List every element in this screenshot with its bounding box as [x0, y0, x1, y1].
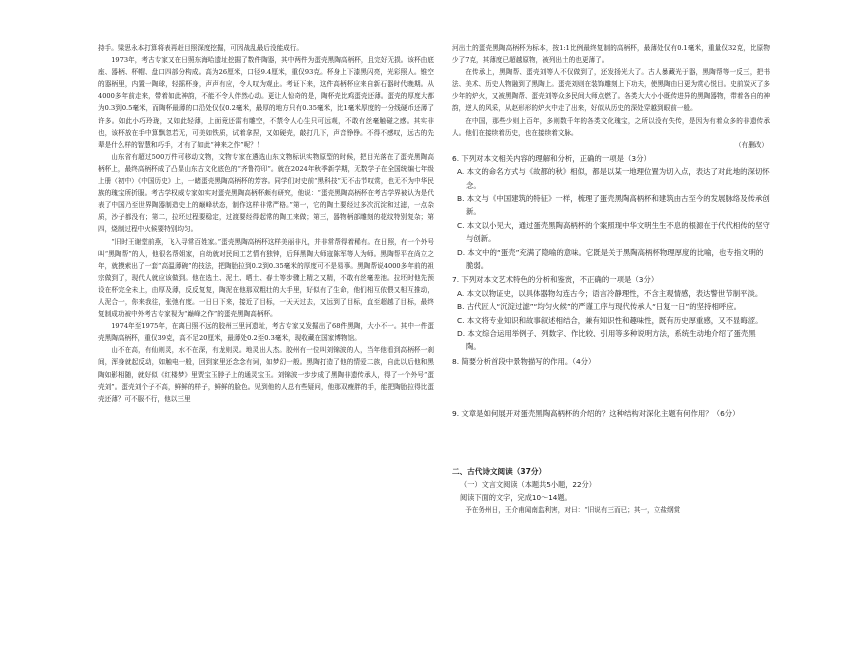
- passage-paragraph: 持手。梁思永本打算将表再赶目照深度挖掘，可因战乱最后没能成行。: [98, 44, 304, 52]
- source-note: （有删改）: [735, 140, 768, 149]
- answer-option: C. 本文将专业知识和故事叙述相结合，兼有知识性和趣味性，既有历史厚重感，又不显晦涩。: [457, 315, 763, 325]
- answer-option: B. 本文与《中国建筑的特征》一样，梳理了蛋壳黑陶高柄杯和建筑由古至今的发展脉络及传承创新。: [457, 193, 770, 217]
- answer-option: B. 古代匠人“沉淀过滤”“均匀火候”的严谨工序与现代传承人“日复一日”的坚持相呼应。: [457, 302, 742, 312]
- passage-paragraph: 河出土的蛋壳黑陶高柄杯为标本，按1:1比例最终复制的高柄杯，最薄处仅有0.1毫米，重量仅32克，比原物少了7克，其薄度已超越原物，被列出土的也更薄了。: [452, 44, 770, 65]
- section-title: 二、古代诗文阅读（37分）: [452, 466, 547, 476]
- question-stem: 6. 下列对本文相关内容的理解和分析，正确的一项是（3分）: [452, 153, 651, 163]
- right-column: [452, 42, 770, 516]
- classical-text-line: 予在务州日，王介甫闻南监利害，对曰：“旧说有三而已；其一，立盐纲赏: [465, 505, 681, 514]
- answer-option: D. 本文综合运用举例子、列数字、作比较、引用等多种说明方法，系统生动地介绍了蛋壳黑陶。: [457, 329, 756, 352]
- question-6: [452, 152, 770, 273]
- question-stem: 8. 简要分析首段中景物描写的作用。（4分）: [452, 356, 596, 366]
- answer-space: [452, 368, 770, 406]
- question-9: [452, 407, 770, 464]
- question-7: [452, 273, 770, 353]
- passage-paragraph: 在传承上，黑陶帮、蛋壳刘等人不仅做到了，还发扬光大了。古人暴藏光于器，黑陶帮等一反三，把书法、美术、历史人物融到了黑陶上。蛋壳刘则在装饰雕刻上下功夫，使黑陶由日更为赏心悦目。史前炭灭了多少年的炉火，又被黑陶帮、蛋壳刘等众多民间大师点燃了。各类大大小小既传进异的黑陶器物，带着各自的神韵，逆人的风采，从赵形形的炉火中走了出来，好似从历史的深处穿越到眼前一般。: [452, 68, 770, 113]
- answer-option: D. 本文中的“蛋壳”充满了隐喻的意味。它既是关于黑陶高柄杯物理厚度的比喻，也专指文明的脆弱。: [457, 247, 764, 270]
- passage-paragraph: 山东省有超过500万件可移动文物，文物专家在遴选山东文物标识实物原型的时候，把目光落在了蛋壳黑陶高柄杯上，最终高柄杯成了凸显山东古文化底色的“齐鲁符印”。就在2024年秋季新学期，无数学子在全国统编七年级上册（初中）《中国历史》上，一睹蛋壳黑陶高柄杯的芳容。同学们对史前“黑科技”无不击节叹赏，也无不为中华民族的瑰宝所折服。考古学权威专家如实对蛋壳黑陶高柄杯颇有研究，他说：“蛋壳黑陶高柄杯在考古学界被认为是代表了中国乃至世界陶器制造史上的巅峰状态，制作这样非常严格。”第一，它的陶土要经过多次沉淀和过滤，一点杂质，沙子都没有；第二，拉坯过程要稳定，过渡要经得起常的陶工来做；第三，器物柄部雕刻的花纹特别复杂；第四，烧制过程中火候要特别均匀。: [98, 152, 434, 234]
- question-stem: 7. 下列对本文艺术特色的分析和鉴赏，不正确的一项是（3分）: [452, 275, 659, 285]
- left-column: [98, 42, 434, 405]
- instruction: 阅读下面的文字，完成10～14题。: [460, 492, 572, 502]
- answer-space: [452, 421, 770, 465]
- question-8: [452, 355, 770, 406]
- question-stem: 9. 文章是如何展开对蛋壳黑陶高柄杯的介绍的？这种结构对深化主题有何作用？（6分）: [452, 409, 740, 419]
- answer-option: C. 本文以小见大，通过蛋壳黑陶高柄杯的个案照现中华文明生生不息的根源在于代代相传的坚守与创新。: [457, 220, 770, 244]
- subsection-title: （一）文言文阅读（本题共5小题，22分）: [460, 479, 596, 489]
- passage-paragraph: 在中国，那些少则上百年，多则数千年的各类文化瑰宝，之所以没有失传，是因为有着众多的非遗传承人。他们在接续着历史，也在接续着文脉。: [452, 116, 770, 137]
- passage-paragraph: 山不在高，有仙则灵，水不在深，有龙则灵。地灵出人杰。胶州有一位叫刘锦波的人，当年他看到高柄杯一刹间，浑身就起反动，如触电一般，回到家里还念念有词，如梦幻一般。黑陶打造了他的情爱二族，自此以后他和黑陶如影相随，就好似《红楼梦》里贾宝玉脖子上的通灵宝玉。刘锦波一步步成了黑陶非遗传承人，得了一个外号“蛋壳刘”。蛋壳刘个子不高，鲜鲜的样子，鲜鲜的脸色。见到他的人总有些疑问，他那双瘦胖的手，能把陶胎拉得比蛋壳还薄？可不服不行，他以三里: [98, 346, 434, 403]
- answer-option: A. 本文的命名方式与《故都的秋》相似，都是以某一地理位置为切入点，表达了对此地的深切怀念。: [457, 167, 770, 190]
- passage-paragraph: 1973年，考古专家又在日照东海哈遗址挖掘了数件陶器，其中两件为蛋壳黑陶高柄杯，且完好无损。该杯由底座、器柄、杯帽、盘口四部分构成。高为26厘米，口径9.4厘米，重仅93克。杯身上下漆黑闪亮，光彩照人。锥空的器柄里，内置一陶球，轻摇杯身，声声有应，令人叹为观止。考证下来，这件高柄杯应来自新石器时代晚期。从4000多年前走来，带着如此神韵，不能不令人伴然心动。更让人惊奇的是，陶杯壳比鸡蛋壳还薄。蛋壳的厚度大都为0.3到0.5毫米，而陶杯最薄的口沿处仅仅0.2毫米，最厚的地方只有0.35毫米，比1毫米厚度的一分线硬币还薄了许多。如此小巧玲珑，又如此轻薄，上面竟还雷有雕空，不禁令人心生只可远观，不敢有丝毫触碰之感。其实非也，该杯放在手中算飘忽若无，可美如铁质，试着拿捏，又如硬壳，敲打几下，声音铮铮。不得不感叹，远古的先辈是什么样的智慧和巧手，才有了如此“神来之作”呢？！: [98, 56, 434, 149]
- answer-option: A. 本文以物证史，以具体器物勾连古今；语言冷静理性，不含主观情感，表达警世节制平淡。: [457, 288, 763, 298]
- passage-paragraph: 1974年至1975年，在离日照不远的胶州三里河遗址，考古专家又发掘出了68件黑陶，大小不一。其中一件蛋壳黑陶高柄杯，重仅39克，高不足20厘米，最薄处0.2至0.3毫米，现收藏在国家博物馆。: [98, 322, 434, 343]
- passage-paragraph: “旧时王谢堂前燕，飞入寻常百姓家。”蛋壳黑陶高柄杯这样美丽非凡，并非常帮得着稀有。在日照，有一个外号叫“黑陶帮”的人，他很名帮姐家，自幼就对民间工艺情有独钟，后拜黑陶大师寇陈军等人为师。黑陶帮平在尚立之年，就摸索出了一套“高温薄碗”的技法，把陶胎拉到0.2到0.35毫米的厚度可不是易事。黑陶帮说4000多年前的祖宗做到了，现代人就应该做到。他在选土、泥土、晒土、春土等步骤上精之又精，不敢有丝毫差池。拉坯时他先预设在杯完全未上，由厚及薄，反反复复，陶泥在他那双粗壮的大手里，好似有了生命，他们相互依偎又相互推动，人泥合一，你来我往，张弛有度。一日日下来，接近了目标，一天天过去，又远到了目标，直至超越了目标，最终复制成功被中外考古专家视为“巅峰之作”的蛋壳黑陶高柄杯。: [98, 237, 434, 319]
